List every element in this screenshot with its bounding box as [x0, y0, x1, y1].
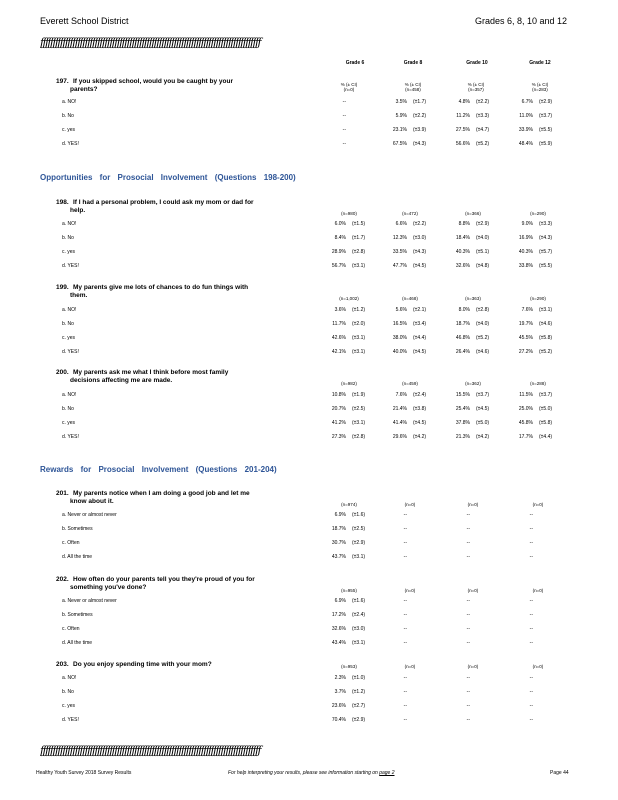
percent-value: 56.6% [455, 141, 470, 147]
percent-value: 43.4% [331, 640, 346, 646]
percent-value: 45.8% [518, 420, 533, 426]
confidence-interval: (±3.7) [539, 113, 553, 119]
percent-value: -- [342, 141, 346, 147]
sample-size: (n=366) [465, 211, 481, 216]
response-label: a. NO! [62, 221, 77, 227]
percent-value: 27.3% [331, 434, 346, 440]
confidence-interval: (±4.5) [413, 349, 427, 355]
percent-value: 41.2% [331, 420, 346, 426]
percent-value: 6.7% [521, 99, 533, 105]
table-row [0, 612, 618, 620]
confidence-interval: (±2.4) [352, 612, 366, 618]
confidence-interval: (±4.5) [476, 406, 490, 412]
percent-value: 42.6% [331, 335, 346, 341]
percent-value: 18.7% [455, 321, 470, 327]
response-label: c. yes [62, 127, 76, 133]
percent-value: 46.8% [455, 335, 470, 341]
table-row [0, 689, 618, 697]
percent-value: -- [403, 612, 407, 618]
confidence-interval: (±5.0) [476, 420, 490, 426]
response-label: a. Never or almost never [62, 512, 117, 518]
response-label: b. Sometimes [62, 612, 93, 618]
percent-value: 43.7% [331, 554, 346, 560]
table-row [0, 235, 618, 243]
response-label: b. No [62, 113, 74, 119]
table-row [0, 249, 618, 257]
section-title-rewards: Rewards for Prosocial Involvement (Questions 201-204) [40, 465, 277, 474]
table-row [0, 512, 618, 520]
percent-value: 40.3% [518, 249, 533, 255]
table-row [0, 349, 618, 357]
percent-value: 3.6% [334, 307, 346, 313]
percent-value: -- [466, 554, 470, 560]
grade-headers [0, 60, 618, 70]
response-label: d. YES! [62, 717, 79, 723]
response-label: d. YES! [62, 434, 79, 440]
question-text: 203. Do you enjoy spending time with your mom? [56, 661, 212, 668]
percent-value: 28.9% [331, 249, 346, 255]
sample-size: (n=0) [467, 664, 479, 669]
sample-size: (n=468) [402, 296, 418, 301]
question-text: 198. If I had a personal problem, I could ask my mom or dad for help. [56, 199, 254, 214]
sample-size: (n=363) [465, 296, 481, 301]
table-row [0, 434, 618, 442]
confidence-interval: (±4.0) [476, 235, 490, 241]
table-row [0, 420, 618, 428]
sample-size: (n=0) [532, 588, 544, 593]
percent-value: 5.6% [395, 307, 407, 313]
percent-value: 23.1% [392, 127, 407, 133]
confidence-interval: (±4.6) [539, 321, 553, 327]
percent-value: -- [466, 512, 470, 518]
percent-value: -- [466, 598, 470, 604]
percent-value: -- [403, 717, 407, 723]
confidence-interval: (±1.6) [352, 512, 366, 518]
response-label: c. Often [62, 540, 80, 546]
confidence-interval: (±2.9) [539, 99, 553, 105]
percent-value: -- [466, 703, 470, 709]
decorative-rule-top: ƒƒƒƒƒƒƒƒƒƒƒƒƒƒƒƒƒƒƒƒƒƒƒƒƒƒƒƒƒƒƒƒƒƒƒƒƒƒƒƒƒƒƒƒƒƒƒƒƒƒƒƒƒƒƒƒƒƒƒƒƒƒƒƒƒƒƒƒƒƒƒƒƒƒƒƒƒƒƒƒƒƒƒƒƒƒƒƒƒ [40, 36, 260, 49]
percent-value: 11.0% [519, 113, 533, 119]
confidence-interval: (±3.3) [476, 113, 490, 119]
percent-value: 18.7% [331, 526, 346, 532]
percent-value: -- [529, 675, 533, 681]
percent-value: 4.8% [458, 99, 470, 105]
percent-value: 21.4% [392, 406, 407, 412]
response-label: b. No [62, 235, 74, 241]
confidence-interval: (±3.7) [476, 392, 490, 398]
confidence-interval: (±3.9) [413, 127, 427, 133]
percent-value: 45.5% [518, 335, 533, 341]
percent-value: 32.6% [331, 626, 346, 632]
percent-value: -- [529, 626, 533, 632]
percent-value: 29.6% [392, 434, 407, 440]
confidence-interval: (±3.3) [539, 221, 553, 227]
percent-value: 19.7% [518, 321, 533, 327]
confidence-interval: (±5.9) [539, 141, 553, 147]
table-row [0, 640, 618, 648]
table-row [0, 526, 618, 534]
percent-value: -- [403, 540, 407, 546]
confidence-interval: (±4.7) [476, 127, 490, 133]
response-label: c. yes [62, 335, 76, 341]
percent-value: -- [403, 640, 407, 646]
sample-size: (n=0) [404, 588, 416, 593]
percent-value: 20.7% [331, 406, 346, 412]
confidence-interval: (±5.5) [539, 263, 553, 269]
percent-value: 37.8% [455, 420, 470, 426]
sample-size: (n=980) [341, 211, 357, 216]
percent-value: 11.5% [519, 392, 533, 398]
confidence-interval: (±4.8) [476, 263, 490, 269]
confidence-interval: (±5.5) [539, 127, 553, 133]
table-row [0, 554, 618, 562]
confidence-interval: (±2.9) [352, 540, 366, 546]
percent-value: -- [403, 512, 407, 518]
response-label: d. All the time [62, 640, 93, 646]
percent-value: 3.7% [334, 689, 346, 695]
confidence-interval: (±3.1) [539, 307, 553, 313]
confidence-interval: (±5.0) [539, 406, 553, 412]
sample-size: (n=459) [402, 381, 418, 386]
percent-value: -- [466, 640, 470, 646]
question-text: 197. If you skipped school, would you be caught by your parents? [56, 78, 233, 93]
response-label: d. YES! [62, 141, 79, 147]
grade-header-12: Grade 12 [529, 60, 551, 66]
percent-value: 17.7% [518, 434, 533, 440]
confidence-interval: (±1.9) [352, 392, 366, 398]
percent-value: -- [529, 640, 533, 646]
percent-value: -- [342, 127, 346, 133]
percent-value: -- [466, 626, 470, 632]
percent-value: 9.0% [521, 221, 533, 227]
question-text: 201. My parents notice when I am doing a good job and let me know about it. [56, 490, 250, 505]
percent-value: 6.6% [395, 221, 407, 227]
response-label: c. yes [62, 420, 76, 426]
confidence-interval: (±2.4) [413, 392, 427, 398]
table-row [0, 540, 618, 548]
percent-value: 70.4% [331, 717, 346, 723]
percent-value: -- [529, 612, 533, 618]
percent-value: -- [403, 554, 407, 560]
confidence-interval: (±3.0) [352, 626, 366, 632]
percent-value: 21.3% [455, 434, 470, 440]
table-row [0, 221, 618, 229]
response-label: a. NO! [62, 99, 77, 105]
percent-value: 18.4% [455, 235, 470, 241]
percent-value: 16.5% [392, 321, 407, 327]
confidence-interval: (±4.3) [539, 235, 553, 241]
percent-value: 11.2% [456, 113, 470, 119]
table-row [0, 321, 618, 329]
confidence-interval: (±2.2) [413, 221, 427, 227]
grade-header-8: Grade 8 [403, 60, 423, 66]
confidence-interval: (±5.8) [539, 335, 553, 341]
response-label: b. No [62, 689, 74, 695]
confidence-interval: (±2.8) [476, 307, 490, 313]
confidence-interval: (±2.9) [352, 717, 366, 723]
percent-value: -- [466, 689, 470, 695]
percent-value: 17.2% [331, 612, 346, 618]
confidence-interval: (±2.2) [413, 113, 427, 119]
percent-value: 67.5% [392, 141, 407, 147]
confidence-interval: (±1.0) [352, 675, 366, 681]
table-row [0, 99, 618, 107]
confidence-interval: (±2.0) [352, 321, 366, 327]
percent-value: -- [466, 612, 470, 618]
percent-value: 16.9% [518, 235, 533, 241]
response-label: c. Often [62, 626, 80, 632]
sample-size: (n=974) [341, 502, 357, 507]
sample-size: (n=1,002) [339, 296, 359, 301]
percent-value: -- [529, 526, 533, 532]
percent-value: 26.4% [455, 349, 470, 355]
sample-size: (n=362) [465, 381, 481, 386]
table-row [0, 141, 618, 149]
confidence-interval: (±1.7) [413, 99, 427, 105]
percent-value: -- [342, 113, 346, 119]
confidence-interval: (±5.2) [539, 349, 553, 355]
percent-value: -- [403, 675, 407, 681]
table-row [0, 335, 618, 343]
confidence-interval: (±2.9) [476, 221, 490, 227]
percent-value: 38.0% [392, 335, 407, 341]
percent-value: 47.7% [392, 263, 407, 269]
sample-size: (n=982) [341, 381, 357, 386]
percent-value: 27.5% [455, 127, 470, 133]
percent-value: 6.9% [334, 512, 346, 518]
percent-value: -- [403, 703, 407, 709]
percent-value: 56.7% [331, 263, 346, 269]
percent-value: -- [403, 598, 407, 604]
percent-value: 40.0% [392, 349, 407, 355]
confidence-interval: (±4.2) [476, 434, 490, 440]
grade-header-10: Grade 10 [466, 60, 488, 66]
percent-value: 7.6% [521, 307, 533, 313]
confidence-interval: (±3.1) [352, 640, 366, 646]
percent-value: -- [403, 689, 407, 695]
percent-value: 30.7% [331, 540, 346, 546]
percent-value: 6.0% [334, 221, 346, 227]
confidence-interval: (±4.0) [476, 321, 490, 327]
confidence-interval: (±4.3) [413, 141, 427, 147]
percent-value: 5.9% [395, 113, 407, 119]
sample-size: (n=953) [341, 664, 357, 669]
page-link[interactable]: page 2 [379, 770, 395, 776]
percent-value: 2.3% [334, 675, 346, 681]
sample-size: (n=0) [467, 502, 479, 507]
question-text: 202. How often do your parents tell you they're proud of you for something you've done? [56, 576, 255, 591]
confidence-interval: (±5.2) [476, 335, 490, 341]
response-label: c. yes [62, 703, 76, 709]
sample-size: (n=288) [530, 381, 546, 386]
response-label: d. All the time [62, 554, 93, 560]
confidence-interval: (±3.8) [413, 406, 427, 412]
response-label: a. NO! [62, 675, 77, 681]
response-label: a. Never or almost never [62, 598, 117, 604]
percent-value: -- [403, 626, 407, 632]
confidence-interval: (±3.1) [352, 335, 366, 341]
confidence-interval: (±1.6) [352, 598, 366, 604]
grade-header-6: Grade 6 [345, 60, 365, 66]
confidence-interval: (±4.3) [413, 249, 427, 255]
percent-value: 23.6% [331, 703, 346, 709]
percent-value: 25.4% [455, 406, 470, 412]
percent-value: 42.1% [331, 349, 346, 355]
confidence-interval: (±4.6) [476, 349, 490, 355]
confidence-interval: (±3.4) [413, 321, 427, 327]
percent-value: 12.3% [392, 235, 407, 241]
confidence-interval: (±3.7) [539, 392, 553, 398]
sample-size: (n=955) [341, 588, 357, 593]
table-row [0, 392, 618, 400]
confidence-interval: (±5.8) [539, 420, 553, 426]
percent-value: 8.4% [334, 235, 346, 241]
confidence-interval: (±5.2) [476, 141, 490, 147]
decorative-rule-bottom: ƒƒƒƒƒƒƒƒƒƒƒƒƒƒƒƒƒƒƒƒƒƒƒƒƒƒƒƒƒƒƒƒƒƒƒƒƒƒƒƒƒƒƒƒƒƒƒƒƒƒƒƒƒƒƒƒƒƒƒƒƒƒƒƒƒƒƒƒƒƒƒƒƒƒƒƒƒƒƒƒƒƒƒƒƒƒƒƒƒ [40, 744, 260, 757]
percent-value: 33.8% [518, 263, 533, 269]
confidence-interval: (±5.7) [539, 249, 553, 255]
table-row [0, 626, 618, 634]
confidence-interval: (±4.4) [539, 434, 553, 440]
footer-help: For help interpreting your results, please see information starting on page 2 [228, 770, 395, 776]
confidence-interval: (±3.1) [352, 554, 366, 560]
table-row [0, 406, 618, 414]
question-text: 200. My parents ask me what I think before most family decisions affecting me are made. [56, 369, 229, 384]
percent-value: 8.8% [458, 221, 470, 227]
confidence-interval: (±3.1) [352, 420, 366, 426]
confidence-interval: (±3.1) [352, 349, 366, 355]
confidence-interval: (±2.1) [413, 307, 427, 313]
question-text: 199. My parents give me lots of chances to do fun things with them. [56, 284, 249, 299]
sample-size: (n=472) [402, 211, 418, 216]
sample-size: (n=0) [404, 502, 416, 507]
response-label: c. yes [62, 249, 76, 255]
percent-value: 7.6% [395, 392, 407, 398]
response-label: a. NO! [62, 392, 77, 398]
percent-value: 6.9% [334, 598, 346, 604]
confidence-interval: (±3.0) [413, 235, 427, 241]
percent-value: 11.7% [332, 321, 346, 327]
percent-value: 33.5% [392, 249, 407, 255]
confidence-interval: (±1.2) [352, 307, 366, 313]
percent-value: -- [466, 717, 470, 723]
percent-value: -- [342, 99, 346, 105]
confidence-interval: (±3.1) [352, 263, 366, 269]
response-label: a. NO! [62, 307, 77, 313]
confidence-interval: (±1.2) [352, 689, 366, 695]
percent-value: -- [529, 598, 533, 604]
confidence-interval: (±5.1) [476, 249, 490, 255]
percent-value: 48.4% [518, 141, 533, 147]
response-label: b. Sometimes [62, 526, 93, 532]
table-row [0, 113, 618, 121]
section-title-opportunities: Opportunities for Prosocial Involvement (Questions 198-200) [40, 173, 296, 182]
confidence-interval: (±2.7) [352, 703, 366, 709]
table-row [0, 263, 618, 271]
percent-value: -- [466, 675, 470, 681]
sample-size: (n=290) [530, 296, 546, 301]
district-name: Everett School District [40, 16, 129, 26]
table-row [0, 717, 618, 725]
table-row [0, 703, 618, 711]
percent-value: 8.0% [458, 307, 470, 313]
confidence-interval: (±4.5) [413, 263, 427, 269]
percent-value: 41.4% [392, 420, 407, 426]
response-label: b. No [62, 321, 74, 327]
percent-value: 27.2% [518, 349, 533, 355]
percent-value: -- [466, 540, 470, 546]
footer-survey-name: Healthy Youth Survey 2018 Survey Results [36, 770, 132, 776]
sample-size: (n=290) [530, 211, 546, 216]
confidence-interval: (±2.5) [352, 406, 366, 412]
confidence-interval: (±1.5) [352, 221, 366, 227]
percent-value: 25.0% [518, 406, 533, 412]
sample-size: (n=0) [532, 664, 544, 669]
table-row [0, 127, 618, 135]
confidence-interval: (±2.8) [352, 434, 366, 440]
percent-value: 32.6% [455, 263, 470, 269]
confidence-interval: (±2.8) [352, 249, 366, 255]
percent-value: -- [529, 717, 533, 723]
confidence-interval: (±4.5) [413, 420, 427, 426]
percent-value: 10.8% [331, 392, 346, 398]
table-row [0, 598, 618, 606]
confidence-interval: (±2.5) [352, 526, 366, 532]
table-row [0, 307, 618, 315]
percent-value: -- [529, 540, 533, 546]
response-label: d. YES! [62, 263, 79, 269]
confidence-interval: (±2.2) [476, 99, 490, 105]
percent-value: 40.3% [455, 249, 470, 255]
percent-value: -- [529, 703, 533, 709]
percent-value: -- [529, 689, 533, 695]
percent-value: -- [529, 554, 533, 560]
footer-page-number: Page 44 [550, 770, 569, 776]
response-label: b. No [62, 406, 74, 412]
percent-value: -- [466, 526, 470, 532]
confidence-interval: (±4.2) [413, 434, 427, 440]
sample-size: (n=0) [532, 502, 544, 507]
table-row [0, 675, 618, 683]
grades-label: Grades 6, 8, 10 and 12 [475, 16, 568, 26]
confidence-interval: (±1.7) [352, 235, 366, 241]
confidence-interval: (±4.4) [413, 335, 427, 341]
percent-value: -- [529, 512, 533, 518]
percent-value: 15.5% [455, 392, 470, 398]
percent-value: 33.9% [518, 127, 533, 133]
sample-size: (n=0) [404, 664, 416, 669]
percent-value: -- [403, 526, 407, 532]
response-label: d. YES! [62, 349, 79, 355]
percent-value: 3.5% [395, 99, 407, 105]
sample-size: (n=0) [467, 588, 479, 593]
